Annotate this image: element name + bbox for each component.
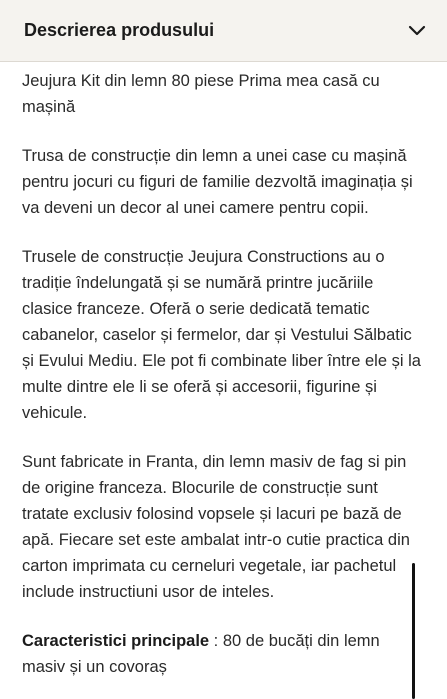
description-paragraph: Sunt fabricate in Franta, din lemn masiv de fag si pin de origine franceza. Blocurile de construcție sunt tratate exclusiv folosind vopsele și lacuri pe bază de apă. Fiecare set este ambalat intr-o cutie practica din carton imprimata cu cerneluri vegetale, iar pachetul include instructiuni usor de inteles. (22, 453, 410, 601)
features-label: Caracteristici principale (22, 632, 210, 650)
chevron-down-icon[interactable] (407, 21, 427, 41)
description-paragraph: Truselе de construcție Jeujura Constructions au o tradiție îndelungată și se numără printre jucăriile clasice franceze. Oferă o serie dedicată tematic cabanelor, caselor și fermelor, dar și Vestului Sălbatic și Evului Mediu. Ele pot fi combinate liber între ele și la multe dintre ele li se oferă și accesorii, figurine și vehicule. (22, 248, 421, 422)
description-paragraph: Trusa de construcție din lemn a unei case cu mașină pentru jocuri cu figuri de familie dezvoltă imaginația și va deveni un decor al unei camere pentru copii. (22, 147, 413, 217)
product-description-body (0, 62, 447, 680)
features-paragraph (22, 628, 425, 680)
product-description-title: Descrierea produsului (24, 20, 215, 40)
features-text: : 80 de bucăți din lemn masiv și un covoraș (22, 632, 380, 676)
description-paragraph: Jeujura Kit din lemn 80 piese Prima mea casă cu mașină (22, 72, 380, 116)
product-description-header[interactable] (0, 0, 447, 62)
scrollbar-thumb[interactable] (412, 563, 415, 699)
